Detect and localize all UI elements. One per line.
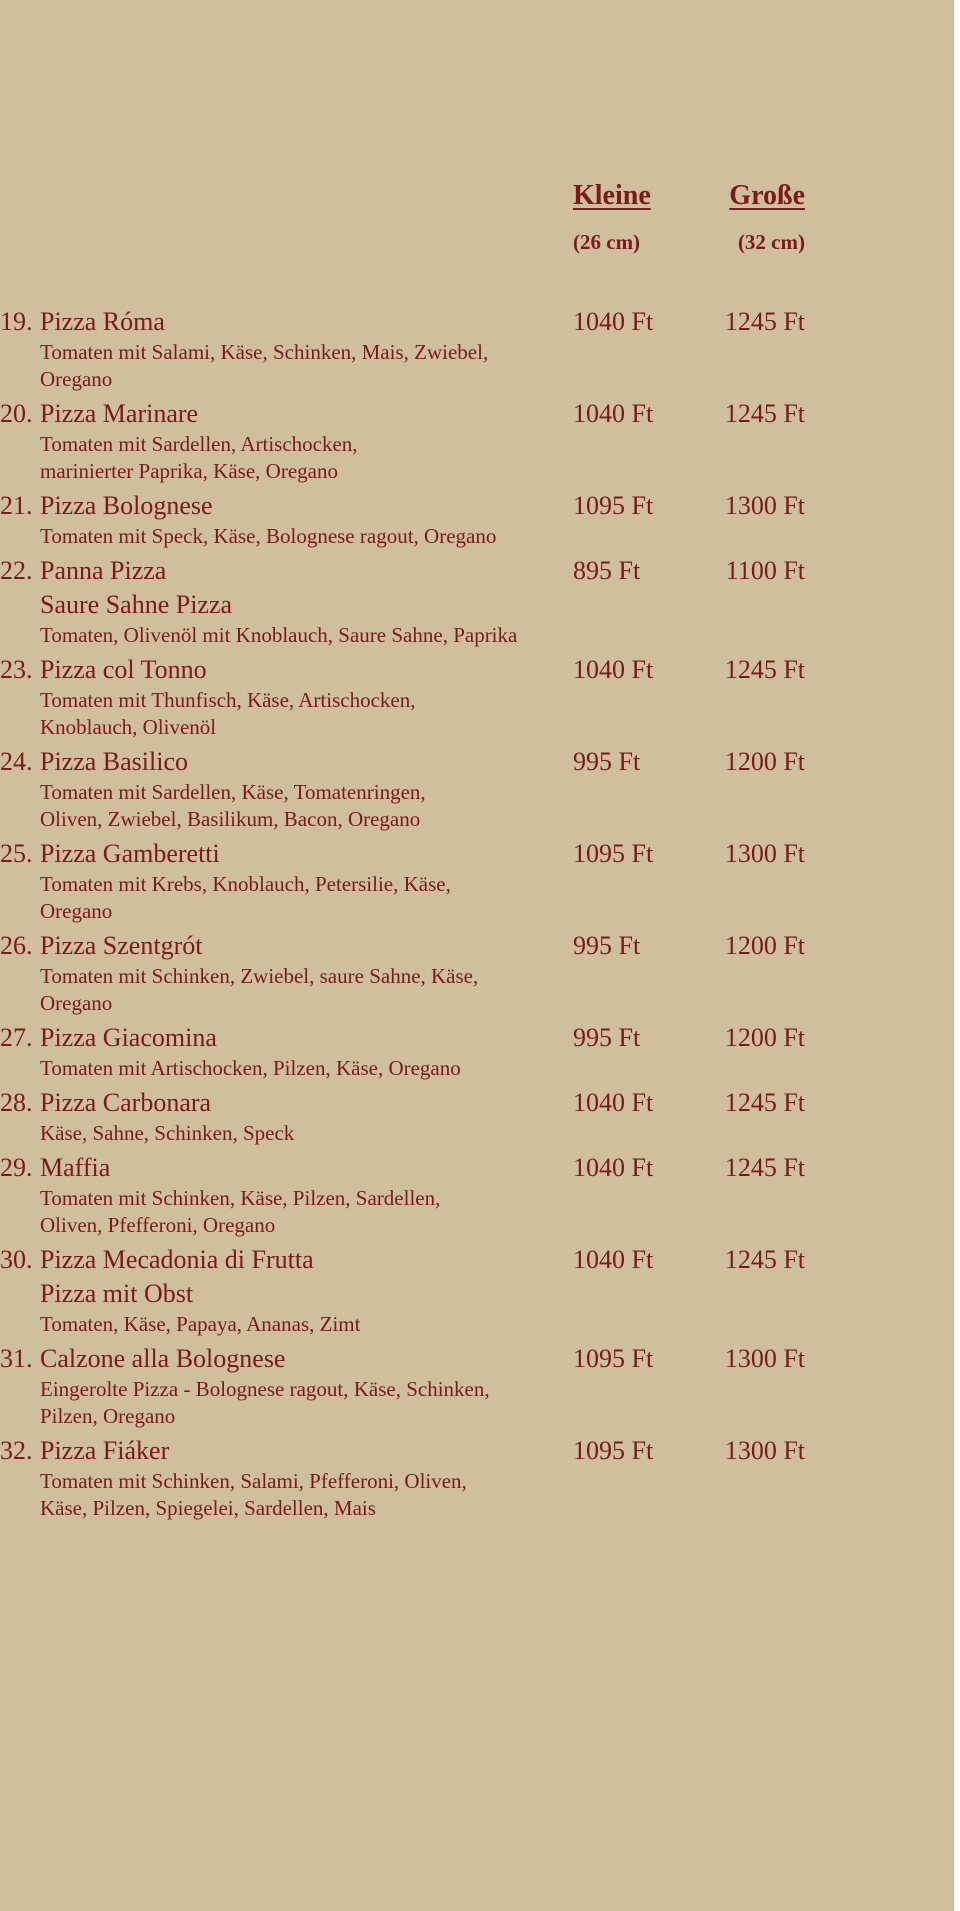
item-description-line: Tomaten mit Speck, Käse, Bolognese ragout, Oregano <box>40 524 497 548</box>
large-size-heading: Große <box>729 180 805 211</box>
item-name: Pizza Bolognese <box>40 491 213 520</box>
menu-item-row <box>0 1086 954 1120</box>
price-small: 995 Ft <box>573 747 641 776</box>
item-number: 23. <box>0 655 33 684</box>
price-small: 1095 Ft <box>573 839 654 868</box>
menu-item <box>0 305 954 397</box>
menu-item-row <box>0 1151 954 1185</box>
item-description-line: Tomaten, Olivenöl mit Knoblauch, Saure Sahne, Paprika <box>40 623 518 647</box>
price-large: 1200 Ft <box>724 747 805 776</box>
item-description-line: Pilzen, Oregano <box>40 1404 176 1428</box>
pizza-menu-list <box>0 305 954 1526</box>
menu-item-row <box>0 305 954 339</box>
menu-item-row <box>0 1243 954 1277</box>
price-large: 1100 Ft <box>725 556 805 585</box>
price-small: 1040 Ft <box>573 1153 654 1182</box>
menu-item-row <box>0 397 954 431</box>
menu-item-row <box>0 489 954 523</box>
item-number: 25. <box>0 839 33 868</box>
price-large: 1300 Ft <box>724 491 805 520</box>
price-large: 1245 Ft <box>724 399 805 428</box>
small-size-heading: Kleine <box>573 180 651 211</box>
item-name: Pizza col Tonno <box>40 655 207 684</box>
item-number: 22. <box>0 556 33 585</box>
item-number: 26. <box>0 931 33 960</box>
price-small: 1040 Ft <box>573 1245 654 1274</box>
menu-item <box>0 929 954 1021</box>
price-small: 995 Ft <box>573 931 641 960</box>
menu-item-row <box>0 1342 954 1376</box>
item-number: 30. <box>0 1245 33 1274</box>
item-name: Pizza Gamberetti <box>40 839 220 868</box>
item-description-line: Tomaten mit Schinken, Käse, Pilzen, Sardellen, <box>40 1186 441 1210</box>
item-description-line: Käse, Sahne, Schinken, Speck <box>40 1121 295 1145</box>
menu-item-row <box>0 745 954 779</box>
price-large: 1300 Ft <box>724 1436 805 1465</box>
item-number: 27. <box>0 1023 33 1052</box>
menu-item-row <box>0 554 954 588</box>
large-size-diameter: (32 cm) <box>737 230 805 254</box>
item-subtitle: Pizza mit Obst <box>40 1279 194 1308</box>
item-number: 31. <box>0 1344 33 1373</box>
menu-item-row <box>0 653 954 687</box>
menu-item-row <box>0 929 954 963</box>
item-description-line: Tomaten mit Schinken, Zwiebel, saure Sahne, Käse, <box>40 964 479 988</box>
item-name: Pizza Róma <box>40 307 165 336</box>
menu-item-row <box>0 1021 954 1055</box>
item-description-line: Tomaten mit Salami, Käse, Schinken, Mais, Zwiebel, <box>40 340 489 364</box>
item-number: 19. <box>0 307 33 336</box>
item-name: Pizza Giacomina <box>40 1023 217 1052</box>
price-large: 1245 Ft <box>724 307 805 336</box>
item-name: Pizza Marinare <box>40 399 199 428</box>
item-description-line: Käse, Pilzen, Spiegelei, Sardellen, Mais <box>40 1496 376 1520</box>
price-large: 1245 Ft <box>724 1153 805 1182</box>
price-large: 1245 Ft <box>724 1245 805 1274</box>
item-description-line: Tomaten mit Sardellen, Käse, Tomatenringen, <box>40 780 426 804</box>
item-number: 32. <box>0 1436 33 1465</box>
menu-item <box>0 397 954 489</box>
price-small: 1095 Ft <box>573 1344 654 1373</box>
price-small: 1095 Ft <box>573 491 654 520</box>
item-description-line: Tomaten mit Thunfisch, Käse, Artischocken, <box>40 688 416 712</box>
menu-item <box>0 1434 954 1526</box>
menu-item <box>0 1086 954 1151</box>
menu-item-row <box>0 1434 954 1468</box>
item-description-line: Tomaten mit Schinken, Salami, Pfefferoni, Oliven, <box>40 1469 467 1493</box>
menu-item <box>0 837 954 929</box>
item-description-line: Tomaten mit Artischocken, Pilzen, Käse, Oregano <box>40 1056 461 1080</box>
item-number: 24. <box>0 747 33 776</box>
item-description-line: Oliven, Pfefferoni, Oregano <box>40 1213 276 1237</box>
price-small: 1040 Ft <box>573 307 654 336</box>
item-name: Maffia <box>40 1153 111 1182</box>
menu-item <box>0 745 954 837</box>
item-subtitle: Saure Sahne Pizza <box>40 590 233 619</box>
item-description-line: Oregano <box>40 991 113 1015</box>
item-description-line: marinierter Paprika, Käse, Oregano <box>40 459 338 483</box>
price-large: 1200 Ft <box>724 1023 805 1052</box>
menu-item <box>0 1021 954 1086</box>
small-size-diameter: (26 cm) <box>573 230 641 254</box>
item-description-line: Oregano <box>40 899 113 923</box>
item-name: Calzone alla Bolognese <box>40 1344 286 1373</box>
item-name: Pizza Fiáker <box>40 1436 170 1465</box>
price-large: 1200 Ft <box>724 931 805 960</box>
item-description-line: Tomaten, Käse, Papaya, Ananas, Zimt <box>40 1312 361 1336</box>
item-name: Pizza Szentgrót <box>40 931 203 960</box>
price-large: 1245 Ft <box>724 655 805 684</box>
menu-item <box>0 1243 954 1342</box>
price-small: 1040 Ft <box>573 655 654 684</box>
item-description-line: Tomaten mit Sardellen, Artischocken, <box>40 432 358 456</box>
item-description-line: Tomaten mit Krebs, Knoblauch, Petersilie, Käse, <box>40 872 451 896</box>
price-large: 1300 Ft <box>724 1344 805 1373</box>
price-small: 1040 Ft <box>573 399 654 428</box>
item-number: 20. <box>0 399 33 428</box>
item-description-line: Oregano <box>40 367 113 391</box>
menu-item <box>0 1151 954 1243</box>
price-large: 1300 Ft <box>724 839 805 868</box>
menu-item <box>0 489 954 554</box>
price-small: 995 Ft <box>573 1023 641 1052</box>
price-large: 1245 Ft <box>724 1088 805 1117</box>
menu-item <box>0 1342 954 1434</box>
menu-item-row <box>0 837 954 871</box>
price-small: 895 Ft <box>573 556 641 585</box>
item-number: 21. <box>0 491 33 520</box>
item-number: 28. <box>0 1088 33 1117</box>
item-description-line: Eingerolte Pizza - Bolognese ragout, Käse, Schinken, <box>40 1377 490 1401</box>
item-name: Pizza Carbonara <box>40 1088 212 1117</box>
price-small: 1095 Ft <box>573 1436 654 1465</box>
menu-item <box>0 554 954 653</box>
menu-item <box>0 653 954 745</box>
item-name: Pizza Basilico <box>40 747 189 776</box>
item-description-line: Oliven, Zwiebel, Basilikum, Bacon, Oregano <box>40 807 421 831</box>
item-name: Panna Pizza <box>40 556 167 585</box>
item-description-line: Knoblauch, Olivenöl <box>40 715 217 739</box>
item-name: Pizza Mecadonia di Frutta <box>40 1245 314 1274</box>
item-number: 29. <box>0 1153 33 1182</box>
price-small: 1040 Ft <box>573 1088 654 1117</box>
